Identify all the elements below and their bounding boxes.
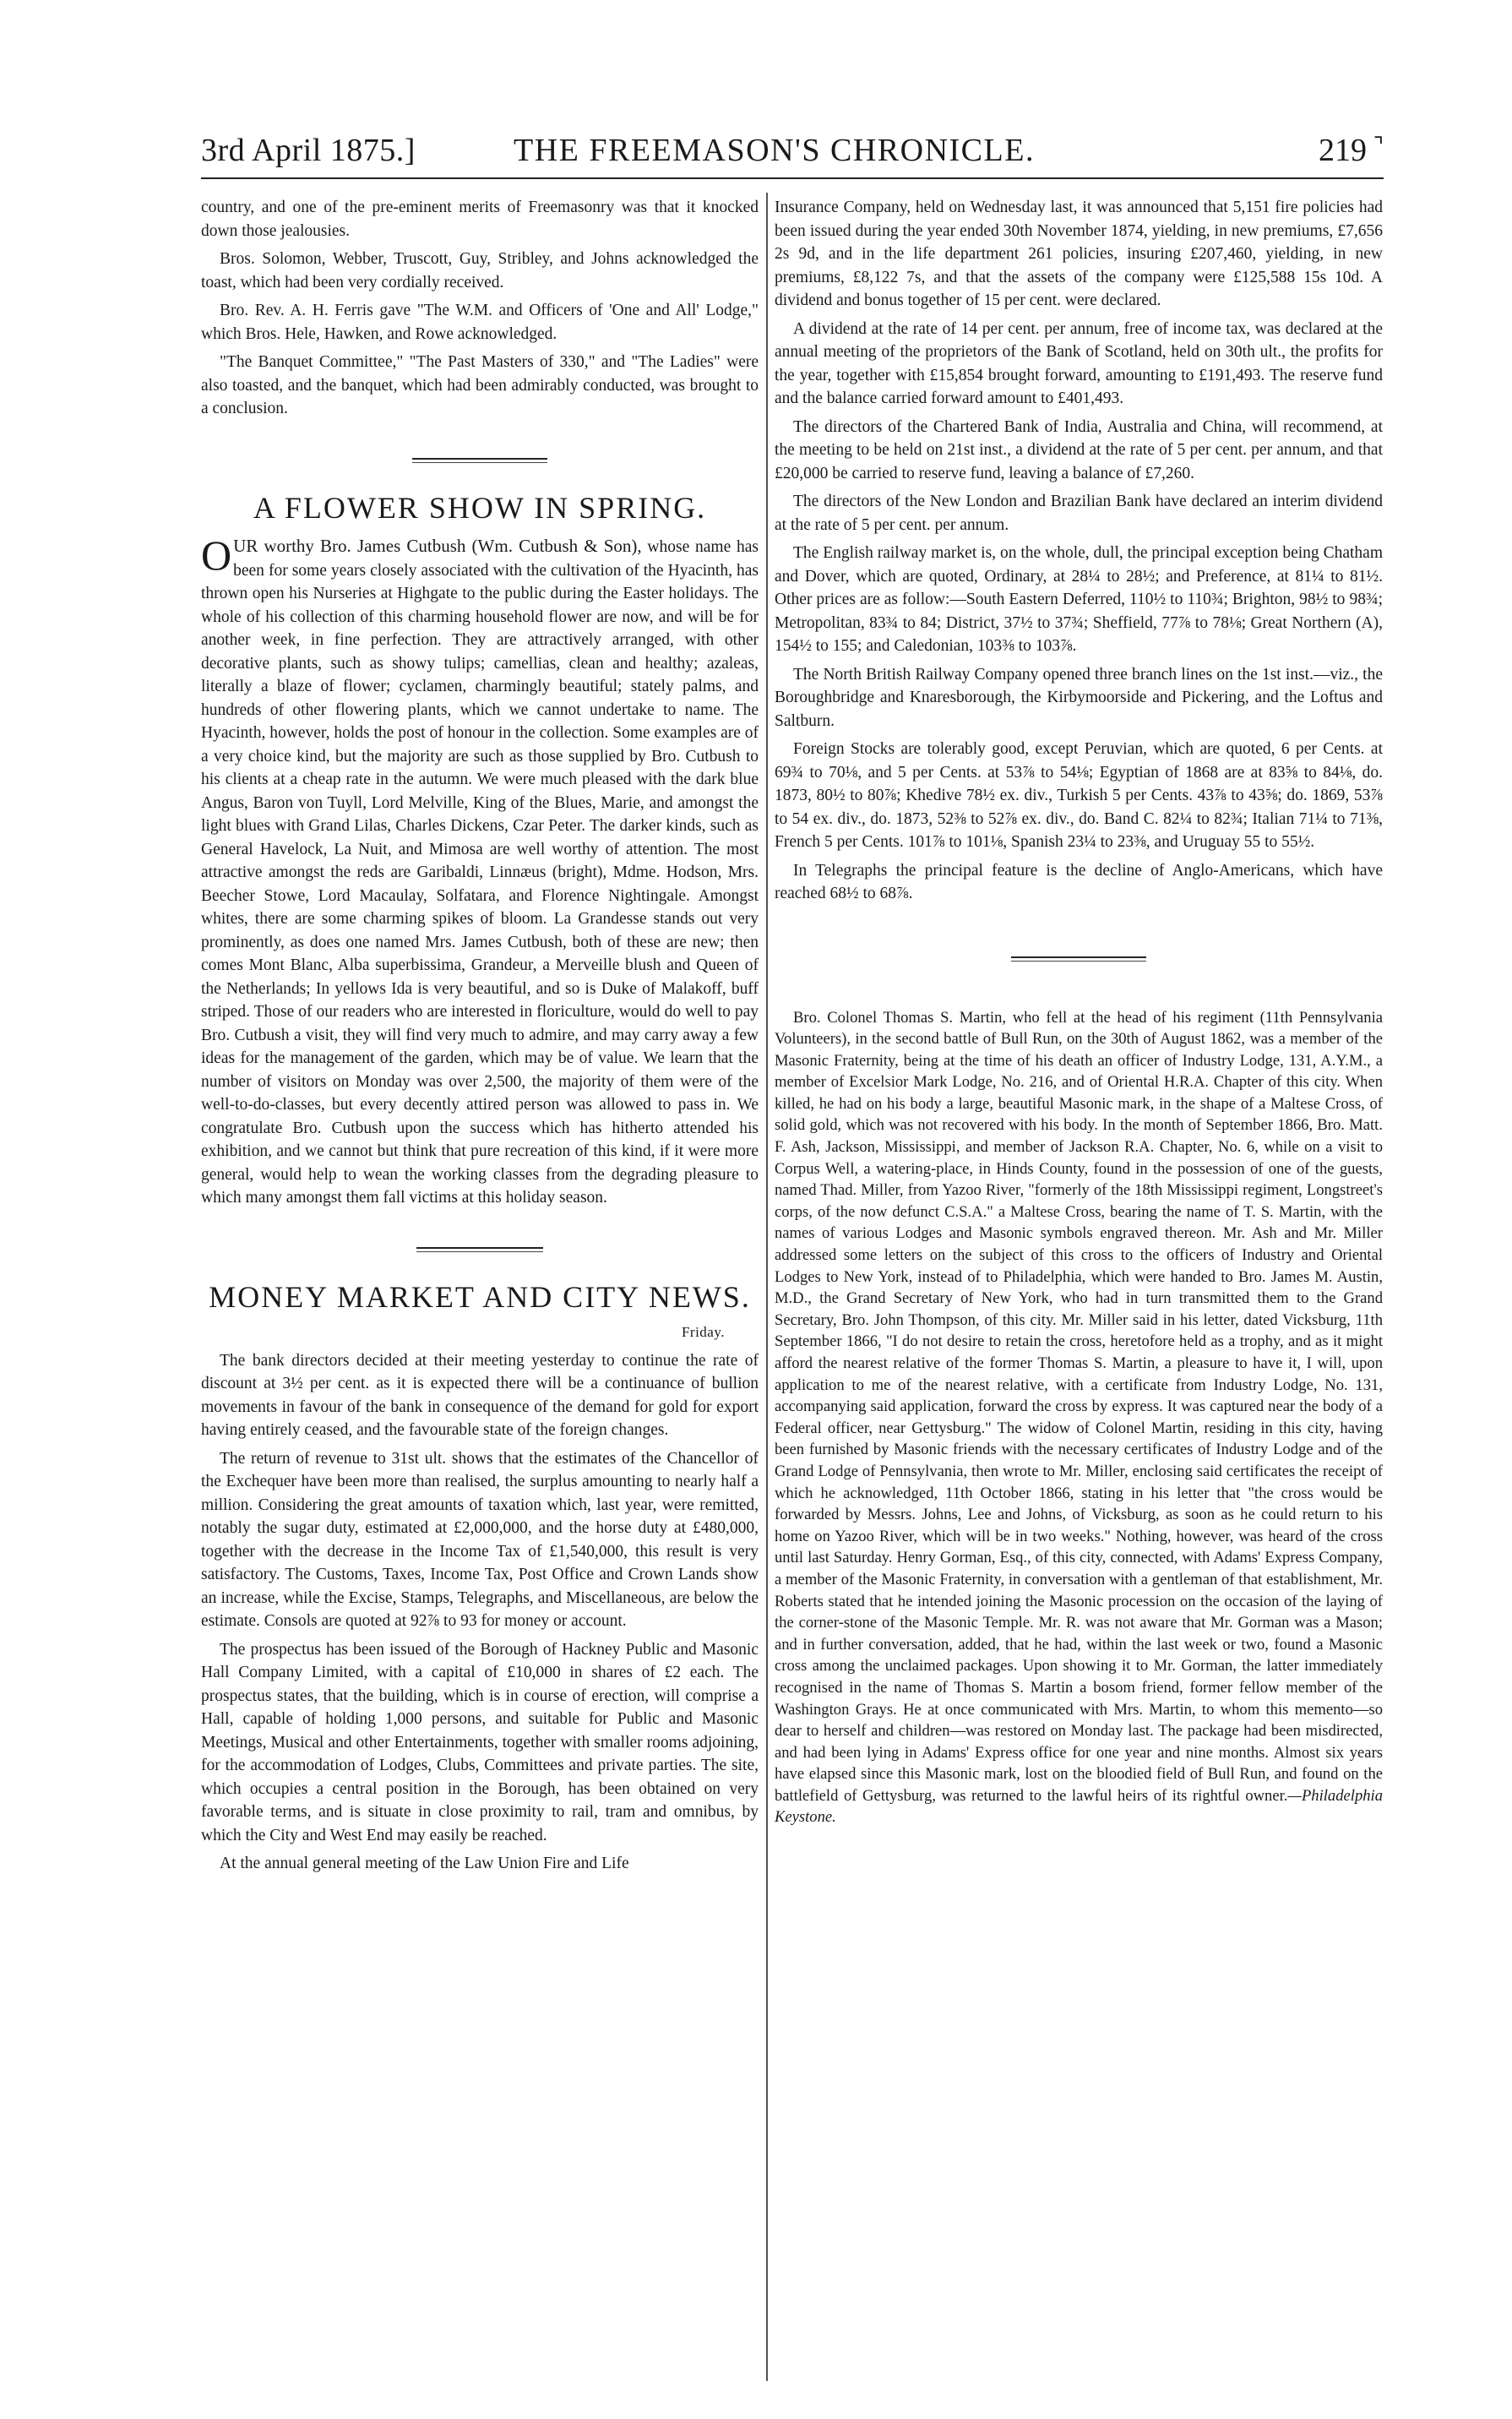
section-separator xyxy=(412,458,547,463)
intro-paragraph: country, and one of the pre-eminent merits of Freemasonry was that it knocked down those jealousies. xyxy=(201,199,759,240)
money-market-paragraph: The return of revenue to 31st ult. shows that the estimates of the Chancellor of the Exchequer have been more than realised, the surplus amounting to nearly half a million. Considering the great amounts of taxation which, last year, were remitted, notably the sugar duty, estimated at £2,000,000, and the horse duty at £480,000, together with the decrease in the Income Tax of £1,540,000, this result is very satisfactory. The Customs, Taxes, Income Tax, Post Office and Crown Lands show an increase, while the Excise, Stamps, Telegraphs, and Miscellaneous, are below the estimate. Consols are quoted at 92⅞ to 93 for money or account. xyxy=(201,1449,759,1630)
left-column xyxy=(201,196,759,1881)
intro-paragraph: Bros. Solomon, Webber, Truscott, Guy, Stribley, and Johns acknowledged the toast, which had been very cordially received. xyxy=(201,250,759,291)
finance-paragraph: Insurance Company, held on Wednesday last, it was announced that 5,151 fire policies had been issued during the year ended 30th November 1874, yielding, in new premiums, £7,656 2s 9d, and in the life department 261 policies, insuring £207,460, yielding, in new premiums, £8,122 7s, and that the assets of the company were £125,588 15s 10d. A dividend and bonus together of 15 per cent. were declared. xyxy=(775,199,1383,309)
finance-paragraph: A dividend at the rate of 14 per cent. per annum, free of income tax, was declared at the annual meeting of the proprietors of the Bank of Scotland, held on 30th ult., the profits for the year, together with £15,854 brought forward, amounting to £191,493. The reserve fund and the balance carried forward amount to £401,493. xyxy=(775,319,1383,407)
right-column xyxy=(775,196,1383,1833)
column-divider xyxy=(766,193,768,2381)
money-market-paragraph: The prospectus has been issued of the Borough of Hackney Public and Masonic Hall Company Limited, with a capital of £10,000 in shares of £2 each. The prospectus states, that the building, which is in course of erection, will comprise a Hall, capable of holding 1,000 persons, and suitable for Public and Masonic Meetings, Musical and other Entertainments, together with smaller rooms adjoining, for the accommodation of Lodges, Clubs, Committees and private parties. The site, which occupies a central position in the Borough, has been obtained on very favorable terms, and is situate in close proximity to rail, tram and omnibus, by which the City and West End may easily be reached. xyxy=(201,1640,759,1844)
finance-paragraph: The English railway market is, on the whole, dull, the principal exception being Chatham and Dover, which are quoted, Ordinary, at 28¼ to 28½; and Preference, at 81¼ to 81½. Other prices are as follow:—South Eastern Deferred, 110½ to 110¾; Brighton, 98½ to 98¾; Metropolitan, 83¾ to 84; District, 37½ to 37¾; Sheffield, 77⅞ to 78⅛; Great Northern (A), 154½ to 155; and Caledonian, 103⅜ to 103⅞. xyxy=(775,544,1383,655)
article-body: whose name has been for some years closely associated with the cultivation of the Hyacinth, has thrown open his Nurseries at Highgate to the public during the Easter holidays. The whole of his collection of this charming household flower are now, and will be for another week, in fine perfection. They are attractively arranged, with other decorative plants, such as showy tulips; camellias, clean and healthy; azaleas, literally a blaze of flower; cyclamen, charmingly beautiful; stately palms, and hundreds of other flowering plants, which we cannot undertake to name. The Hyacinth, however, holds the post of honour in the collection. Some examples are of a very choice kind, but the majority are such as those supplied by Bro. Cutbush to his clients at a cheap rate in the autumn. We were much pleased with the dark blue Angus, Baron von Tuyll, Lord Melville, King of the Blues, Marie, and amongst the light blues with Grand Lilas, Charles Dickens, Czar Peter. The darker kinds, such as General Havelock, La Nuit, and Mimosa are well worthy of attention. The most attractive amongst the reds are Garibaldi, Linnæus (bright), Mdme. Hodson, Mrs. Beecher Stowe, Lord Macaulay, Solfatara, and Florence Nightingale. Amongst whites, there are some charming spikes of bloom. La Grandesse stands out very prominently, as does one named Mrs. James Cutbush, both of these are new; then comes Mont Blanc, Alba superbissima, Grandeur, a Merveille blush and Queen of the Netherlands; In yellows Ida is very beautiful, and so is Duke of Malakoff, buff striped. Those of our readers who are interested in floriculture, would do well to pay Bro. Cutbush a visit, they will find very much to admire, and may carry away a few ideas for the management of the garden, which may be of value. We learn that the number of visitors on Monday was over 2,500, the majority of them were of the well-to-do-classes, but every decently attired person was allowed to pass in. We congratulate Bro. Cutbush upon the success which has hitherto attended his exhibition, and we cannot but think that pure recreation of this kind, if it were more general, would help to wean the working classes from the degrading pleasure to which many amongst them fall victims at this holiday season. xyxy=(201,538,759,1207)
article-first-line: UR worthy Bro. James Cutbush (Wm. Cutbush & Son), xyxy=(233,536,642,556)
page-number: 219 xyxy=(1319,133,1367,168)
article-source: —Philadelphia Keystone. xyxy=(775,1786,1383,1827)
finance-paragraph: Foreign Stocks are tolerably good, except Peruvian, which are quoted, 6 per Cents. at 69¾ to 70⅛, and 5 per Cents. at 53⅞ to 54⅛; Egyptian of 1868 are at 83⅝ to 84⅛, do. 1873, 80½ to 80⅞; Khedive 78½ ex. div., Turkish 5 per Cents. 43⅞ to 43⅝; do. 1869, 53⅞ to 54 ex. div., do. 1873, 52⅜ to 52⅞ ex. div., do. Band C. 82¼ to 82¾; Italian 71¼ to 71⅜, French 5 per Cents. 101⅞ to 101⅛, Spanish 23¼ to 23⅜, and Uruguay 55 to 55½. xyxy=(775,740,1383,851)
finance-paragraph: In Telegraphs the principal feature is the decline of Anglo-Americans, which have reached 68½ to 68⅞. xyxy=(775,861,1383,902)
intro-paragraph: "The Banquet Committee," "The Past Masters of 330," and "The Ladies" were also toasted, and the banquet, which had been admirably conducted, was brought to a conclusion. xyxy=(201,353,759,417)
money-market-paragraph: At the annual general meeting of the Law Union Fire and Life xyxy=(220,1855,629,1872)
dateline: Friday. xyxy=(681,1324,725,1340)
finance-paragraph: The directors of the New London and Brazilian Bank have declared an interim dividend at the rate of 5 per cent. per annum. xyxy=(775,493,1383,534)
page-corner-mark: ⌝ xyxy=(1373,133,1384,158)
finance-paragraph: The North British Railway Company opened three branch lines on the 1st inst.—viz., the Boroughbridge and Knaresborough, the Kirbymoorside and Pickering, and the Loftus and Saltburn. xyxy=(775,665,1383,730)
flower-show-article xyxy=(201,531,759,1210)
intro-paragraph: Bro. Rev. A. H. Ferris gave "The W.M. and Officers of 'One and All' Lodge," which Bros. Hele, Hawken, and Rowe acknowledged. xyxy=(201,302,759,343)
money-market-heading: MONEY MARKET AND CITY NEWS. xyxy=(209,1279,751,1314)
flower-show-heading: A FLOWER SHOW IN SPRING. xyxy=(253,490,707,525)
article-body: Bro. Colonel Thomas S. Martin, who fell at the head of his regiment (11th Pennsylvania Volunteers), in the second battle of Bull Run, on the 30th of August 1862, was a member of the Masonic Fraternity, being at the time of his death an officer of Industry Lodge, 131, A.Y.M., a member of Excelsior Mark Lodge, No. 216, and of Oriental H.R.A. Chapter of this city. When killed, he had on his body a large, beautiful Masonic mark, in the shape of a Maltese Cross, of solid gold, which was not recovered with his body. In the month of September 1866, Bro. Matt. F. Ash, Jackson, Mississippi, and member of Jackson R.A. Chapter, No. 6, while on a visit to Corpus Well, a watering-place, in Hinds County, found in the possession of one of the guests, named Thad. Miller, from Yazoo River, "formerly of the 18th Mississippi regiment, Longstreet's corps, of the now defunct C.S.A." a Maltese Cross, bearing the name of T. S. Martin, with the names of various Lodges and Masonic symbols engraved thereon. Mr. Ash and Mr. Miller addressed some letters on the subject of this cross to the officers of Industry and Oriental Lodges to New York, instead of to Philadelphia, which were handed to Bro. James M. Austin, M.D., the Grand Secretary of New York, who had in turn transmitted them to the Grand Secretary, Bro. John Thompson, of this city. Mr. Miller said in his letter, dated Vicksburg, 11th September 1866, "I do not desire to retain the cross, heretofore held as a trophy, and as it might afford the nearest relative of the former Thomas S. Martin, a pleasure to have it, I will, upon application to me of the nearest relative, with a certificate from Industry Lodge, No. 131, accompanying said application, forward the cross by express. It was captured near the body of a Federal officer, near Gettysburg." The widow of Colonel Martin, residing in this city, having been furnished by Masonic friends with the necessary certificates of Industry Lodge and of the Grand Lodge of Pennsylvania, then wrote to Mr. Miller, enclosing said certificates the receipt of which he acknowledged, 11th October 1866, stating in his letter that "the cross would be forwarded by Messrs. Johns, Lee and Johns, of Vicksburg, as soon as he could return to his home on Yazoo River, which will be in two weeks." Nothing, however, was heard of the cross until last Saturday. Henry Gorman, Esq., of this city, connected, with Adams' Express Company, a member of the Masonic Fraternity, in conversation with a gentleman of that establishment, Mr. Roberts stated that he intended joining the Masonic procession on the occasion of the laying of the corner-stone of the Masonic Temple. Mr. R. was not aware that Mr. Gorman was a Mason; and in further conversation, added, that he had, within the last week or two, found a Masonic cross among the unclaimed packages. Upon showing it to Mr. Gorman, the latter immediately recognised in the name of Thomas S. Martin a bosom friend, former fellow member of the Washington Grays. He at once communicated with Mrs. Martin, to whom this memento—so dear to herself and children—was restored on Monday last. The package had been misdirected, and had been lying in Adams' Express office for one year and nine months. Almost six years have elapsed since this Masonic mark, lost on the bloodied field of Bull Run, and found on the battlefield of Gettysburg, was returned to the lawful heirs of its rightful owner. xyxy=(775,1008,1383,1805)
masthead-title: THE FREEMASON'S CHRONICLE. xyxy=(514,133,1035,168)
header-rule xyxy=(201,177,1384,179)
martin-cross-article xyxy=(775,1007,1383,1829)
money-market-paragraph: The bank directors decided at their meeting yesterday to continue the rate of discount at 3½ per cent. as it is expected there will be a continuance of bullion movements in favour of the bank in consequence of the demand for gold for export having entirely ceased, and the favourable state of the foreign changes. xyxy=(201,1351,759,1439)
finance-paragraph: The directors of the Chartered Bank of India, Australia and China, will recommend, at the meeting to be held on 21st inst., a dividend at the rate of 5 per cent. per annum, and that £20,000 be carried to reserve fund, leaving a balance of £7,260. xyxy=(775,417,1383,482)
issue-date: 3rd April 1875.] xyxy=(201,133,416,168)
section-separator xyxy=(416,1247,543,1252)
page-header xyxy=(201,127,1384,177)
drop-cap: O xyxy=(201,531,232,579)
section-separator xyxy=(1011,956,1146,962)
